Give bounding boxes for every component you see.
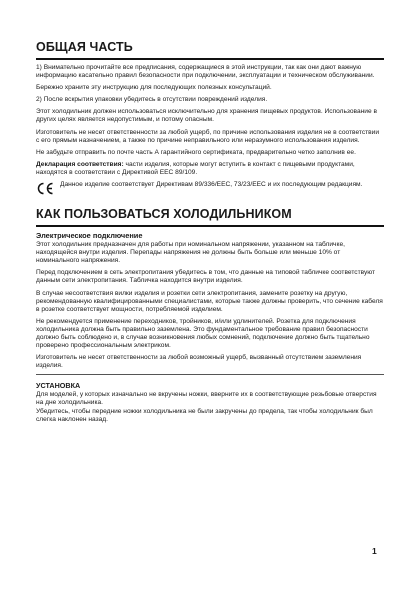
section-divider [36,58,384,60]
page-number: 1 [372,546,377,556]
subheading-installation: УСТАНОВКА [36,381,81,391]
paragraph-keep-instructions: Бережно храните эту инструкцию для последующих полезных консультаций. [36,84,272,92]
paragraph-read-instructions: 1) Внимательно прочитайте все предписания, содержащиеся в этой инструкции, так как они дают важную информацию касательно правил безопасности при подключении, эксплуатации и техническом обслуживании. [36,64,375,80]
ce-compliance [36,181,384,195]
paragraph-rating-plate: Перед подключением в сеть электропитания убедитесь в том, что данные на типовой табличке соответствуют данным сети электропитания. Табличка находится внутри изделия. [36,269,376,285]
paragraph-plug-socket: В случае несоответствия вилки изделия и розетки сети электропитания, замените розетку на другую, рекомендованную квалифицированными специалистами, которые также должны проверить, что сечение кабеля в розетке соответствует мощности, потребляемой изделием. [36,289,383,313]
subheading-electrical: Электрическое подключение [36,231,143,241]
paragraph-warranty: Не забудьте отправить по почте часть А гарантийного сертификата, предварительно четко заполнив ее. [36,148,356,156]
paragraph-grounding-liability: Изготовитель не несет ответственности за любой возможный ущерб, вызванный отсутствием заземления изделия. [36,354,362,370]
paragraph-tilt: Убедитесь, чтобы передние ножки холодильника не были закручены до предела, так чтобы холодильник был слегка наклонен назад. [36,407,373,423]
section-title-general: ОБЩАЯ ЧАСТЬ [36,40,133,54]
ce-mark-icon [36,182,54,195]
manual-page [36,30,384,428]
paragraph-check-damage: 2) После вскрытия упаковки убедитесь в отсутствии повреждений изделия. [36,96,268,104]
subsection-divider [36,374,384,375]
ce-text: Данное изделие соответствует Директивам 89/336/EEC, 73/23/EEC и их последующим редакциям. [60,181,363,189]
section-title-usage: КАК ПОЛЬЗОВАТЬСЯ ХОЛОДИЛЬНИКОМ [36,207,292,222]
paragraph-grounding: Не рекомендуется применение переходников, тройников, и/или удлинителей. Розетка для подключения холодильника должна быть правильно заземлена. Это фундаментальное требование правил безопасности должно быть соблюдено и, в случае возникновения любых сомнений, подключение должно быть тщательно проверено профессиональным электриком. [36,317,370,350]
declaration-label: Декларация соответствия: [36,160,124,168]
paragraph-declaration [36,161,384,177]
paragraph-voltage: Этот холодильник предназначен для работы при номинальном напряжении, указанном на табличке, находящейся внутри изделия. Перепады напряжения не должны быть больше или меньше 10% от номинального напряжения. [36,241,345,265]
paragraph-feet: Для моделей, у которых изначально не вкручены ножки, вверните их в соответствующие резьбовые отверстия на дне холодильника. [36,391,377,407]
paragraph-liability: Изготовитель не несет ответственности за любой ущерб, по причине использования изделия не в соответствии с его прямым назначением, а также по причине неправильного или неразумного использования изделия. [36,128,380,144]
section-divider [36,225,384,227]
paragraph-intended-use: Этот холодильник должен использоваться исключительно для хранения пищевых продуктов. Использование в других целях является недопустимым, и потому опасным. [36,108,377,124]
declaration-text: части изделия, которые могут вступить в контакт с пищевыми продуктами, находятся в соответствии с Директивой ЕЕС 89/109. [36,160,355,176]
